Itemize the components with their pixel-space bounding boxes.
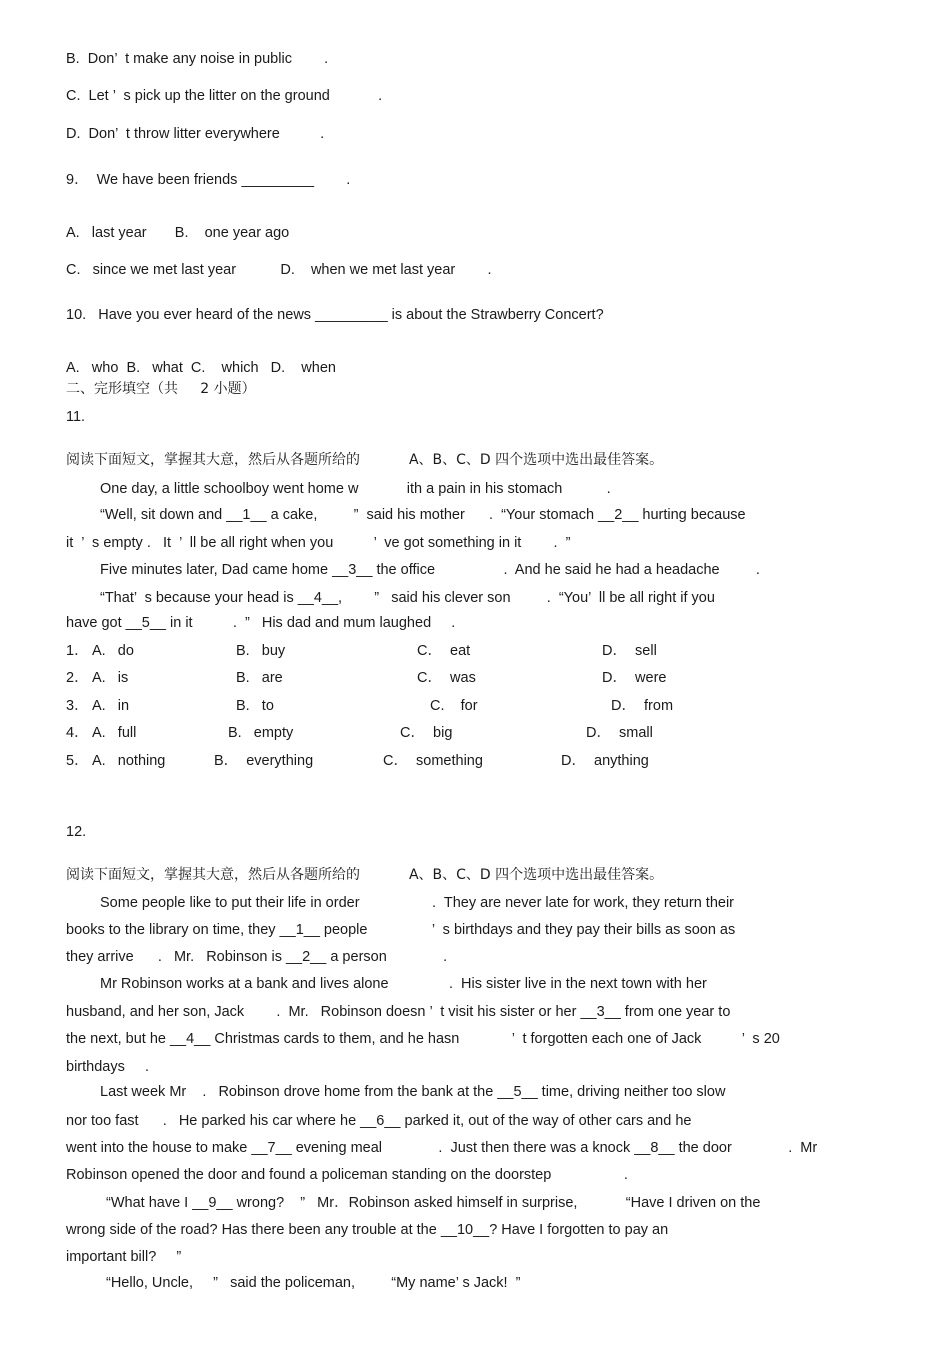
q11-passage-line: have got __5__ in it . ” His dad and mum laughed . (66, 615, 456, 631)
q12-passage-line: went into the house to make __7__ evening meal . Just then there was a knock __8__ the door . Mr (66, 1140, 818, 1156)
q11-passage-line: “That’ s because your head is __4__, ” said his clever son . “You’ ll be all right if you (100, 590, 715, 606)
q11-instruction: 阅读下面短文，掌握其大意，然后从各题所给的 A、B、C、D 四个选项中选出最佳答案。 (66, 452, 664, 468)
q11-answer-a: A. nothing (92, 753, 166, 769)
q8-option-b: B. Don’ t make any noise in public . (66, 51, 329, 67)
q12-passage-line: Last week Mr . Robinson drove home from the bank at the __5__ time, driving neither too slow (100, 1084, 726, 1100)
q10-options: A. who B. what C. which D. when (66, 360, 336, 376)
q11-answer-num: 4． (66, 725, 89, 741)
q11-answer-num: 1． (66, 643, 89, 659)
q12-instruction: 阅读下面短文，掌握其大意，然后从各题所给的 A、B、C、D 四个选项中选出最佳答案。 (66, 867, 664, 883)
q11-passage-line: One day, a little schoolboy went home w ith a pain in his stomach . (100, 481, 611, 497)
q12-passage-line: Robinson opened the door and found a policeman standing on the doorstep . (66, 1167, 628, 1183)
q9-options-row2: C. since we met last year D. when we met last year . (66, 262, 492, 278)
q11-answer-c: C． something (383, 753, 483, 769)
q11-number: 11. (66, 409, 86, 425)
q11-answer-a: A. full (92, 725, 137, 741)
q11-answer-b: B. are (236, 670, 283, 686)
q11-answer-c: C. for (430, 698, 478, 714)
q11-answer-a: A. do (92, 643, 134, 659)
q11-answer-b: B． everything (214, 753, 314, 769)
q11-answer-b: B. empty (228, 725, 294, 741)
q12-passage-line: books to the library on time, they __1__ people ’ s birthdays and they pay their bills as soon as (66, 922, 736, 938)
q11-answer-d: D． from (611, 698, 674, 714)
q11-passage-line: it ’ s empty . It ’ ll be all right when you ’ ve got something in it . ” (66, 535, 571, 551)
q11-answer-a: A. is (92, 670, 129, 686)
q11-answer-b: B. buy (236, 643, 286, 659)
q11-answer-num: 2． (66, 670, 89, 686)
q12-passage-line: wrong side of the road? Has there been any trouble at the __10__? Have I forgotten to pay an (66, 1222, 669, 1238)
q11-answer-d: D． anything (561, 753, 649, 769)
q11-answer-d: D． small (586, 725, 653, 741)
q8-option-c: C. Let ’ s pick up the litter on the ground . (66, 88, 383, 104)
q12-passage-line: the next, but he __4__ Christmas cards to them, and he hasn ’ t forgotten each one of Jack ’ s 20 (66, 1031, 780, 1047)
q11-answer-c: C． was (417, 670, 476, 686)
q12-passage-line: Some people like to put their life in order . They are never late for work, they return their (100, 895, 734, 911)
q12-number: 12. (66, 824, 87, 840)
q12-passage-line: “Hello, Uncle, ” said the policeman, “My name’ s Jack! ” (106, 1275, 521, 1291)
q11-answer-c: C． eat (417, 643, 471, 659)
q11-answer-num: 3． (66, 698, 89, 714)
q11-answer-d: D． were (602, 670, 667, 686)
q11-answer-d: D． sell (602, 643, 657, 659)
q12-passage-line: important bill? ” (66, 1249, 182, 1265)
q11-answer-num: 5． (66, 753, 89, 769)
q10-stem: 10. Have you ever heard of the news _________ is about the Strawberry Concert? (66, 307, 604, 323)
q11-passage-line: “Well, sit down and __1__ a cake, ” said his mother . “Your stomach __2__ hurting because (100, 507, 746, 523)
q9-options-row1: A. last year B. one year ago (66, 225, 290, 241)
q12-passage-line: they arrive . Mr. Robinson is __2__ a person . (66, 949, 448, 965)
section-heading: 二、完形填空（共 2 小题） (66, 381, 256, 397)
q9-stem: 9． We have been friends _________ . (66, 172, 351, 188)
q11-answer-c: C． big (400, 725, 453, 741)
q12-passage-line: birthdays . (66, 1059, 150, 1075)
q8-option-d: D. Don’ t throw litter everywhere . (66, 126, 325, 142)
q11-passage-line: Five minutes later, Dad came home __3__ the office . And he said he had a headache . (100, 562, 760, 578)
q12-passage-line: husband, and her son, Jack . Mr. Robinson doesn ’ t visit his sister or her __3__ from one year to (66, 1004, 731, 1020)
q11-answer-b: B. to (236, 698, 274, 714)
q12-passage-line: nor too fast . He parked his car where he __6__ parked it, out of the way of other cars and he (66, 1113, 692, 1129)
q12-passage-line: “What have I __9__ wrong? ” Mr．Robinson asked himself in surprise, “Have I driven on the (106, 1195, 761, 1211)
q11-answer-a: A. in (92, 698, 130, 714)
q12-passage-line: Mr Robinson works at a bank and lives alone . His sister live in the next town with her (100, 976, 707, 992)
